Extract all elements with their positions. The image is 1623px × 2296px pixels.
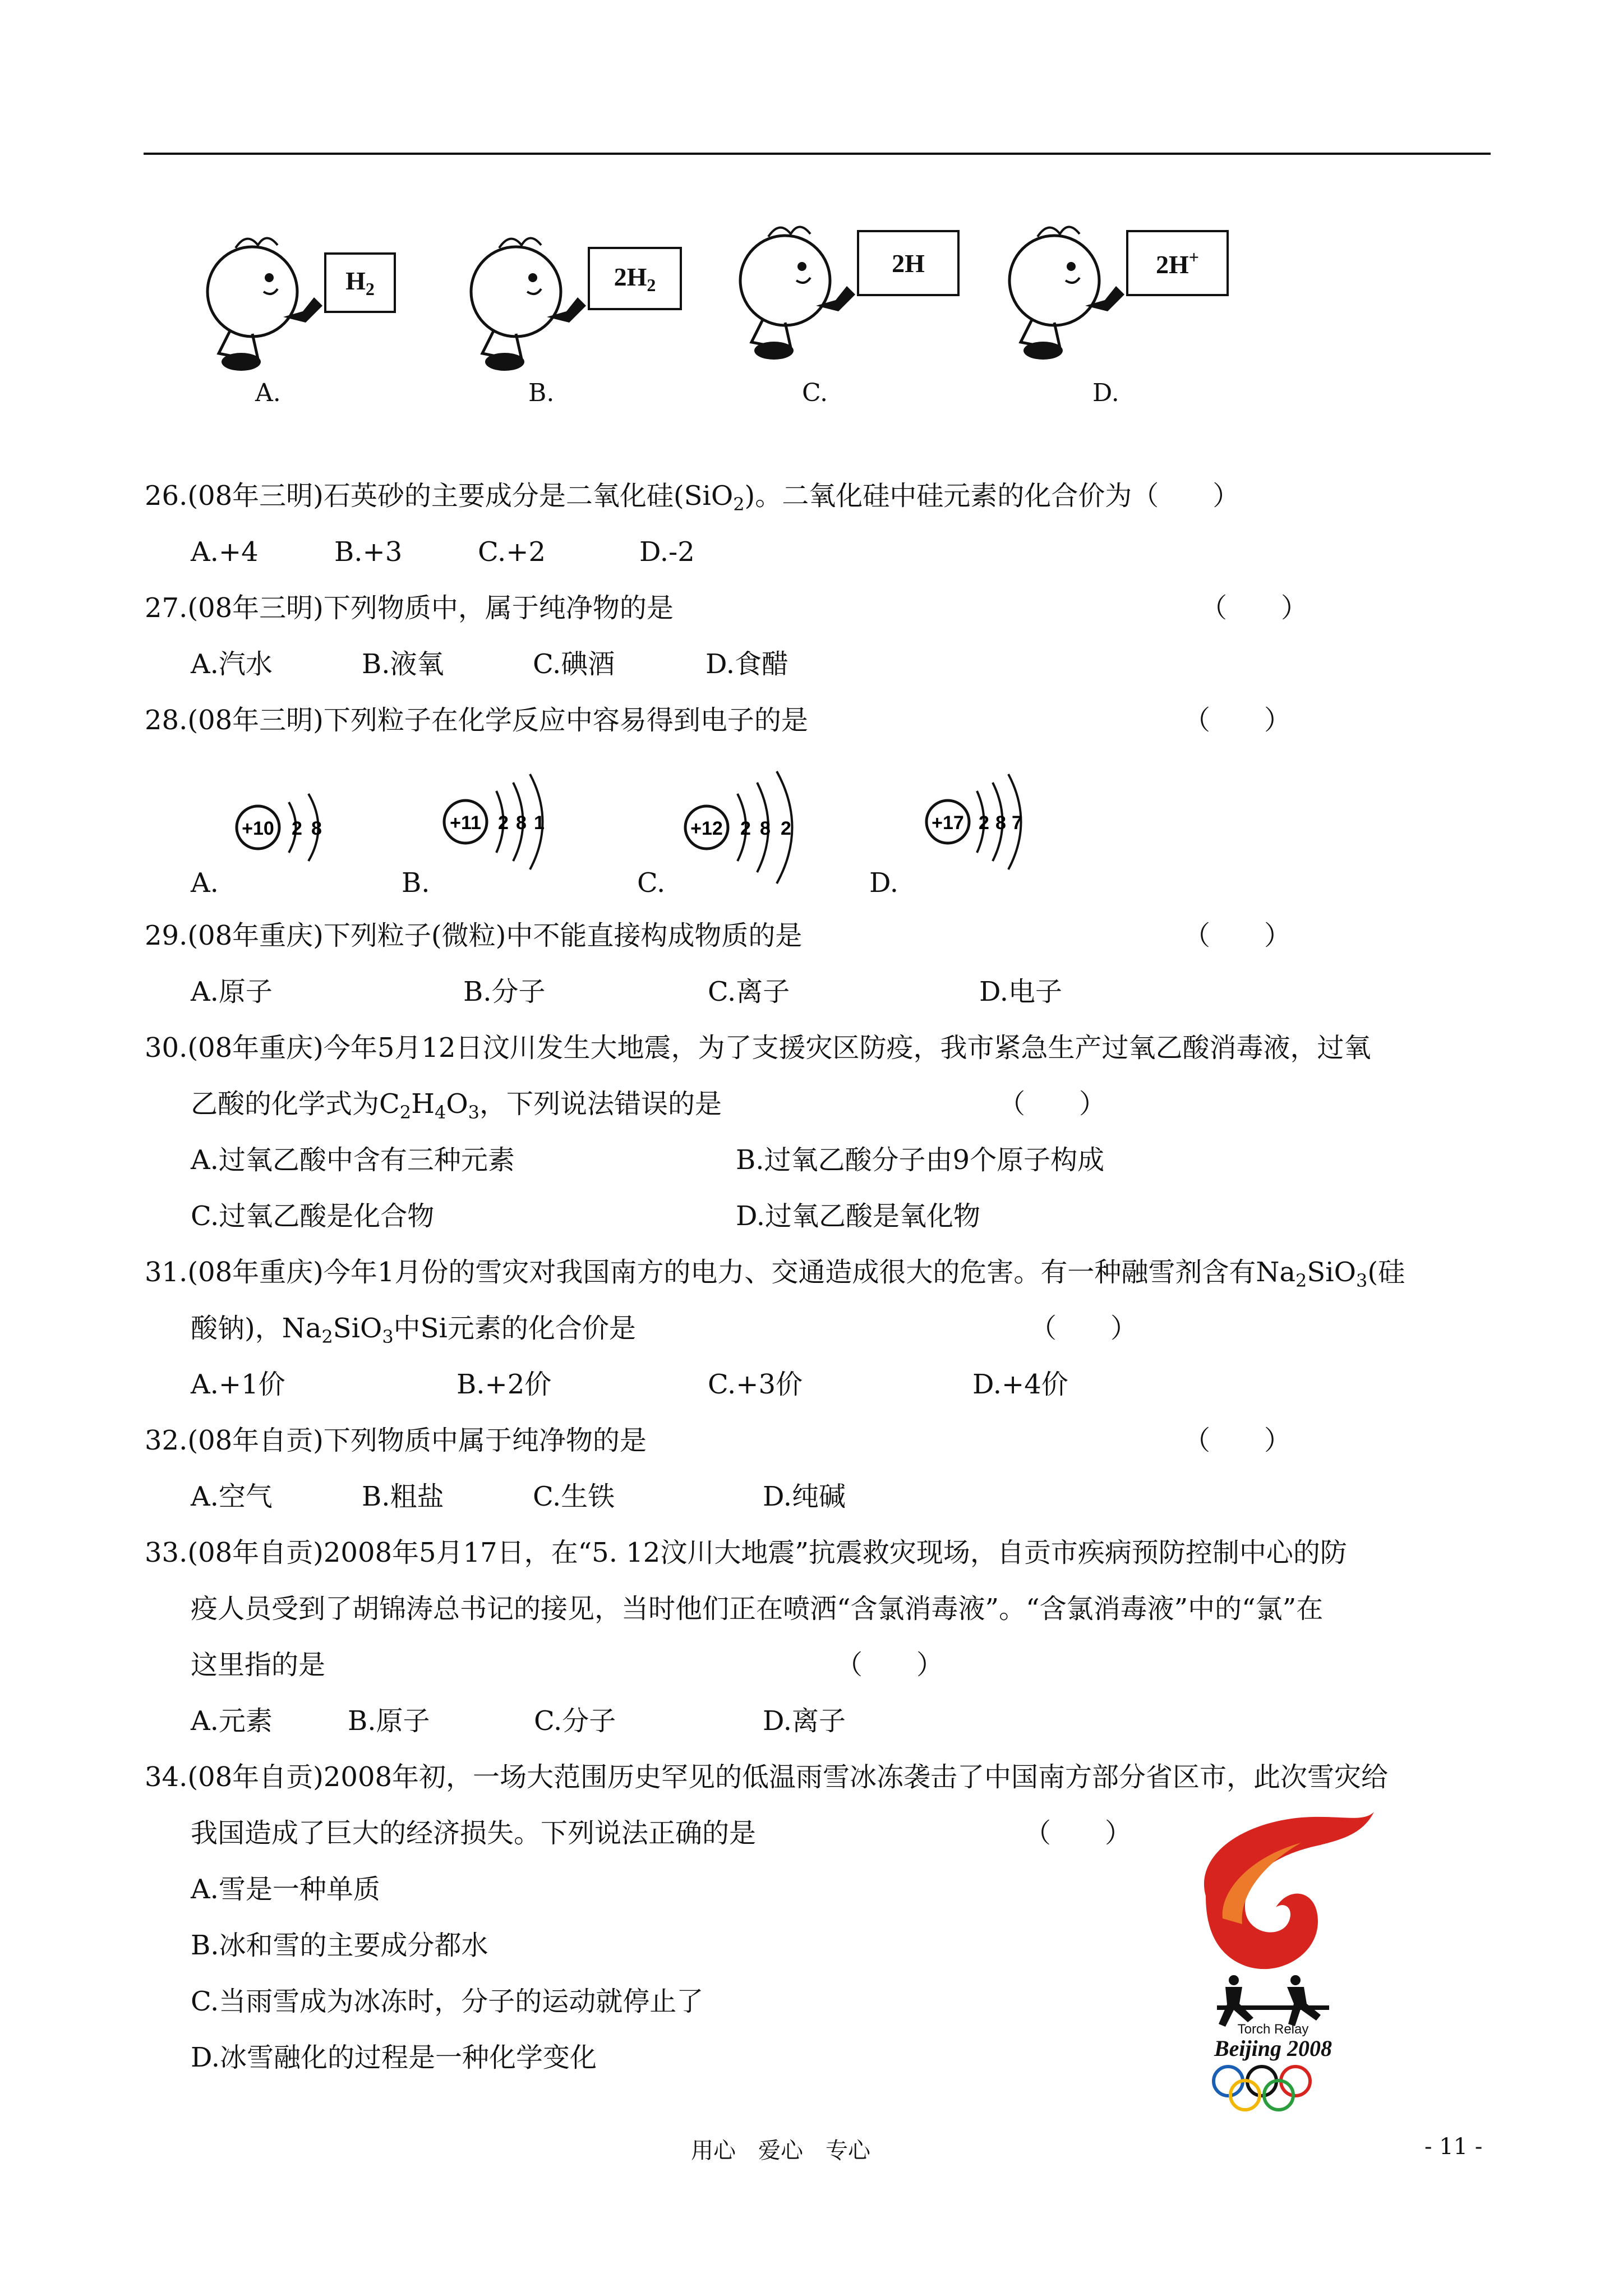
q27-option-c: C.碘酒: [533, 648, 615, 680]
q29-option-b: B.分子: [463, 976, 546, 1007]
q34-option-b: B.冰和雪的主要成分都水: [191, 1930, 488, 1961]
q27-option-d: D.食醋: [706, 648, 789, 680]
question-29: 29.(08年重庆)下列粒子(微粒)中不能直接构成物质的是: [145, 920, 803, 951]
logo-torch-relay-text: Torch Relay: [1237, 2022, 1309, 2037]
q31-option-d: D.+4价: [972, 1369, 1068, 1400]
question-33-line-1: 33.(08年自贡)2008年5月17日，在“5. 12汶川大地震”抗震救灾现场，自贡市疾病预防控制中心的防: [145, 1537, 1347, 1568]
q30-paren: （ ）: [998, 1088, 1106, 1120]
q29-option-c: C.离子: [708, 976, 790, 1007]
svg-text:2: 2: [781, 818, 791, 839]
q26-option-b: B.+3: [334, 536, 403, 568]
q29-option-a: A.原子: [191, 976, 273, 1007]
q32-paren: （ ）: [1183, 1425, 1292, 1456]
q28-option-c: C.: [637, 867, 666, 899]
q34-option-a: A.雪是一种单质: [191, 1874, 380, 1905]
svg-text:2: 2: [740, 818, 751, 839]
q33-option-d: D.离子: [763, 1705, 846, 1737]
q29-paren: （ ）: [1183, 920, 1292, 951]
q28-option-a: A.: [191, 867, 219, 899]
header-rule: [144, 153, 1491, 155]
svg-text:2: 2: [498, 812, 509, 834]
atom-a: [237, 794, 322, 861]
q26-option-c: C.+2: [478, 536, 546, 568]
q28-option-b: B.: [402, 867, 430, 899]
q31-option-c: C.+3价: [708, 1369, 803, 1400]
svg-text:+12: +12: [690, 818, 723, 839]
q32-option-b: B.粗盐: [362, 1481, 444, 1512]
svg-text:1: 1: [534, 812, 545, 834]
question-28: 28.(08年三明)下列粒子在化学反应中容易得到电子的是: [145, 705, 808, 736]
atom-b: [444, 774, 545, 869]
question-34-line-2: 我国造成了巨大的经济损失。下列说法正确的是: [191, 1818, 757, 1849]
q30-option-b: B.过氧乙酸分子由9个原子构成: [736, 1144, 1105, 1176]
question-32: 32.(08年自贡)下列物质中属于纯净物的是: [145, 1425, 647, 1456]
formula-box-c: 2H: [857, 230, 960, 296]
question-31-line-1: 31.(08年重庆)今年1月份的雪灾对我国南方的电力、交通造成很大的危害。有一种融雪剂含有$Na_2SiO_3$(硅: [145, 1257, 1405, 1291]
q27-option-b: B.液氧: [362, 648, 444, 680]
q32-option-d: D.纯碱: [763, 1481, 846, 1512]
q31-paren: （ ）: [1030, 1313, 1138, 1344]
q32-option-a: A.空气: [191, 1481, 273, 1512]
cartoon-option-a: A.: [255, 379, 281, 407]
cartoon-option-b: B.: [528, 379, 555, 407]
q30-option-a: A.过氧乙酸中含有三种元素: [191, 1144, 515, 1176]
svg-text:8: 8: [311, 818, 322, 839]
question-33-line-3: 这里指的是: [191, 1649, 326, 1681]
svg-text:8: 8: [516, 812, 527, 834]
formula-box-d: 2H+: [1126, 230, 1229, 296]
svg-text:8: 8: [760, 818, 771, 839]
question-30-line-2: 乙酸的化学式为$C_2H_4O_3$，下列说法错误的是: [191, 1088, 722, 1123]
svg-text:+17: +17: [932, 812, 964, 834]
svg-text:+10: +10: [242, 818, 274, 839]
formula-box-b: $2H_2$: [588, 247, 682, 310]
svg-text:+11: +11: [450, 812, 481, 834]
q31-option-a: A.+1价: [191, 1369, 285, 1400]
question-31-line-2: 酸钠)，$Na_2SiO_3$中Si元素的化合价是: [191, 1313, 636, 1347]
question-26: 26.(08年三明)石英砂的主要成分是二氧化硅(SiO$_2$)。二氧化硅中硅元素的化合价为（ ）: [145, 480, 1240, 515]
torch-relay-logo: [1172, 1812, 1380, 2115]
question-30-line-1: 30.(08年重庆)今年5月12日汶川发生大地震，为了支援灾区防疫，我市紧急生产过氧乙酸消毒液，过氧: [145, 1032, 1371, 1064]
formula-box-a: $H_2$: [324, 252, 396, 313]
question-33-line-2: 疫人员受到了胡锦涛总书记的接见，当时他们正在喷洒“含氯消毒液”。“含氯消毒液”中的“氯”在: [191, 1593, 1324, 1625]
svg-text:8: 8: [995, 812, 1006, 834]
svg-text:2: 2: [979, 812, 989, 834]
question-27: 27.(08年三明)下列物质中，属于纯净物的是: [145, 592, 674, 624]
atom-d: [926, 774, 1022, 869]
q34-option-c: C.当雨雪成为冰冻时，分子的运动就停止了: [191, 1986, 704, 2017]
q28-option-d: D.: [869, 867, 899, 899]
q33-paren: （ ）: [836, 1649, 944, 1681]
q30-option-c: C.过氧乙酸是化合物: [191, 1200, 435, 1232]
logo-beijing-2008-text: Beijing 2008: [1214, 2036, 1332, 2061]
q28-paren: （ ）: [1183, 705, 1292, 736]
q27-option-a: A.汽水: [191, 648, 273, 680]
atom-c: [685, 771, 792, 884]
q32-option-c: C.生铁: [533, 1481, 615, 1512]
q33-option-c: C.分子: [534, 1705, 616, 1737]
torch-relay-figures: [1217, 1975, 1329, 2027]
q34-paren: （ ）: [1024, 1818, 1132, 1849]
page-number: - 11 -: [1424, 2134, 1483, 2160]
q29-option-d: D.电子: [979, 976, 1063, 1007]
footer-motto: 用心 爱心 专心: [691, 2138, 870, 2164]
question-34-line-1: 34.(08年自贡)2008年初，一场大范围历史罕见的低温雨雪冰冻袭击了中国南方部分省区市，此次雪灾给: [145, 1761, 1389, 1793]
svg-text:2: 2: [292, 818, 302, 839]
cartoon-option-d: D.: [1092, 379, 1119, 407]
q26-option-a: A.+4: [191, 536, 259, 568]
cartoon-option-c: C.: [802, 379, 828, 407]
q30-option-d: D.过氧乙酸是氧化物: [736, 1200, 981, 1232]
q31-option-b: B.+2价: [457, 1369, 552, 1400]
svg-text:7: 7: [1012, 812, 1022, 834]
q26-option-d: D.-2: [639, 536, 695, 568]
olympic-rings-icon: [1214, 2067, 1310, 2110]
q27-paren: （ ）: [1200, 592, 1308, 624]
q33-option-b: B.原子: [348, 1705, 430, 1737]
q34-option-d: D.冰雪融化的过程是一种化学变化: [191, 2042, 597, 2073]
q33-option-a: A.元素: [191, 1705, 273, 1737]
